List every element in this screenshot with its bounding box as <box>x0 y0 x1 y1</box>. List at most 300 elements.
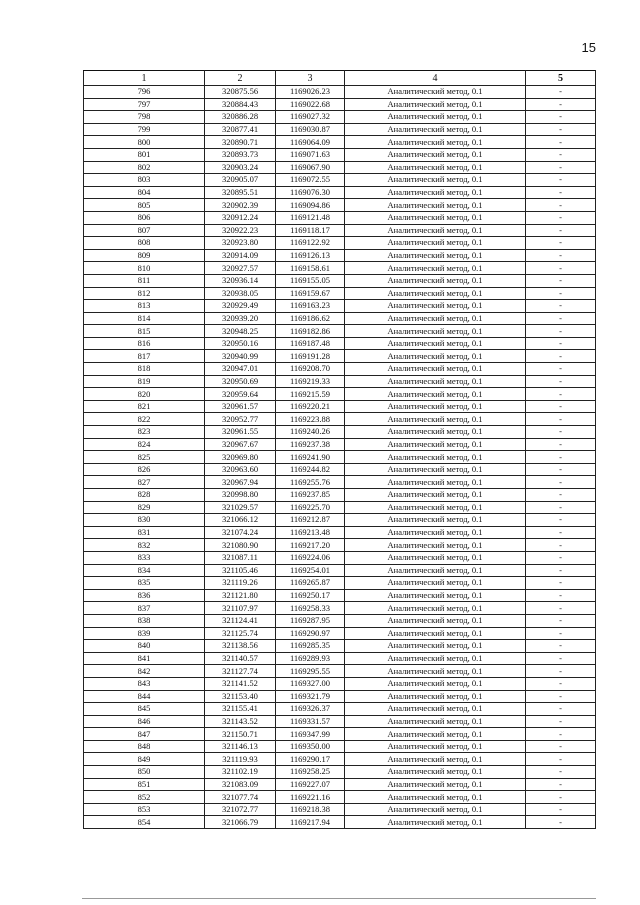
note-cell: - <box>526 287 596 300</box>
x-coordinate-cell: 320961.55 <box>205 426 276 439</box>
method-accuracy-cell: Аналитический метод, 0.1 <box>345 375 526 388</box>
method-accuracy-cell: Аналитический метод, 0.1 <box>345 816 526 829</box>
x-coordinate-cell: 320939.20 <box>205 312 276 325</box>
y-coordinate-cell: 1169220.21 <box>276 400 345 413</box>
table-row <box>84 640 596 653</box>
x-coordinate-cell: 321121.80 <box>205 589 276 602</box>
method-accuracy-cell: Аналитический метод, 0.1 <box>345 174 526 187</box>
y-coordinate-cell: 1169240.26 <box>276 426 345 439</box>
x-coordinate-cell: 321029.57 <box>205 501 276 514</box>
note-cell: - <box>526 363 596 376</box>
y-coordinate-cell: 1169118.17 <box>276 224 345 237</box>
x-coordinate-cell: 321087.11 <box>205 551 276 564</box>
method-accuracy-cell: Аналитический метод, 0.1 <box>345 224 526 237</box>
note-cell: - <box>526 539 596 552</box>
note-cell: - <box>526 337 596 350</box>
y-coordinate-cell: 1169227.07 <box>276 778 345 791</box>
y-coordinate-cell: 1169215.59 <box>276 388 345 401</box>
method-accuracy-cell: Аналитический метод, 0.1 <box>345 98 526 111</box>
y-coordinate-cell: 1169163.23 <box>276 300 345 313</box>
table-row <box>84 148 596 161</box>
table-row <box>84 526 596 539</box>
y-coordinate-cell: 1169155.05 <box>276 274 345 287</box>
point-number-cell: 806 <box>84 211 205 224</box>
y-coordinate-cell: 1169071.63 <box>276 148 345 161</box>
table-row <box>84 111 596 124</box>
point-number-cell: 827 <box>84 476 205 489</box>
method-accuracy-cell: Аналитический метод, 0.1 <box>345 665 526 678</box>
point-number-cell: 798 <box>84 111 205 124</box>
method-accuracy-cell: Аналитический метод, 0.1 <box>345 602 526 615</box>
point-number-cell: 824 <box>84 438 205 451</box>
point-number-cell: 808 <box>84 237 205 250</box>
point-number-cell: 829 <box>84 501 205 514</box>
method-accuracy-cell: Аналитический метод, 0.1 <box>345 413 526 426</box>
method-accuracy-cell: Аналитический метод, 0.1 <box>345 136 526 149</box>
note-cell: - <box>526 199 596 212</box>
note-cell: - <box>526 174 596 187</box>
table-row <box>84 715 596 728</box>
bottom-rule <box>82 898 596 899</box>
method-accuracy-cell: Аналитический метод, 0.1 <box>345 577 526 590</box>
y-coordinate-cell: 1169217.94 <box>276 816 345 829</box>
point-number-cell: 834 <box>84 564 205 577</box>
method-accuracy-cell: Аналитический метод, 0.1 <box>345 728 526 741</box>
note-cell: - <box>526 451 596 464</box>
method-accuracy-cell: Аналитический метод, 0.1 <box>345 148 526 161</box>
point-number-cell: 840 <box>84 640 205 653</box>
table-row <box>84 589 596 602</box>
note-cell: - <box>526 703 596 716</box>
point-number-cell: 813 <box>84 300 205 313</box>
method-accuracy-cell: Аналитический метод, 0.1 <box>345 463 526 476</box>
note-cell: - <box>526 816 596 829</box>
y-coordinate-cell: 1169159.67 <box>276 287 345 300</box>
y-coordinate-cell: 1169237.85 <box>276 489 345 502</box>
x-coordinate-cell: 320903.24 <box>205 161 276 174</box>
table-row <box>84 778 596 791</box>
point-number-cell: 847 <box>84 728 205 741</box>
y-coordinate-cell: 1169287.95 <box>276 614 345 627</box>
point-number-cell: 817 <box>84 350 205 363</box>
table-row <box>84 728 596 741</box>
y-coordinate-cell: 1169295.55 <box>276 665 345 678</box>
x-coordinate-cell: 320877.41 <box>205 123 276 136</box>
point-number-cell: 812 <box>84 287 205 300</box>
header-col-2: 2 <box>205 71 276 86</box>
note-cell: - <box>526 489 596 502</box>
table-row <box>84 451 596 464</box>
method-accuracy-cell: Аналитический метод, 0.1 <box>345 476 526 489</box>
point-number-cell: 825 <box>84 451 205 464</box>
header-col-3: 3 <box>276 71 345 86</box>
method-accuracy-cell: Аналитический метод, 0.1 <box>345 740 526 753</box>
method-accuracy-cell: Аналитический метод, 0.1 <box>345 514 526 527</box>
table-row <box>84 224 596 237</box>
y-coordinate-cell: 1169122.92 <box>276 237 345 250</box>
note-cell: - <box>526 211 596 224</box>
point-number-cell: 836 <box>84 589 205 602</box>
x-coordinate-cell: 320893.73 <box>205 148 276 161</box>
x-coordinate-cell: 321146.13 <box>205 740 276 753</box>
point-number-cell: 839 <box>84 627 205 640</box>
table-row <box>84 136 596 149</box>
y-coordinate-cell: 1169026.23 <box>276 86 345 99</box>
point-number-cell: 814 <box>84 312 205 325</box>
note-cell: - <box>526 577 596 590</box>
x-coordinate-cell: 321150.71 <box>205 728 276 741</box>
note-cell: - <box>526 262 596 275</box>
note-cell: - <box>526 526 596 539</box>
x-coordinate-cell: 321143.52 <box>205 715 276 728</box>
x-coordinate-cell: 320961.57 <box>205 400 276 413</box>
table-row <box>84 602 596 615</box>
y-coordinate-cell: 1169067.90 <box>276 161 345 174</box>
note-cell: - <box>526 476 596 489</box>
y-coordinate-cell: 1169217.20 <box>276 539 345 552</box>
table-row <box>84 337 596 350</box>
point-number-cell: 830 <box>84 514 205 527</box>
x-coordinate-cell: 320967.94 <box>205 476 276 489</box>
note-cell: - <box>526 325 596 338</box>
point-number-cell: 854 <box>84 816 205 829</box>
table-row <box>84 665 596 678</box>
method-accuracy-cell: Аналитический метод, 0.1 <box>345 589 526 602</box>
method-accuracy-cell: Аналитический метод, 0.1 <box>345 677 526 690</box>
x-coordinate-cell: 320938.05 <box>205 287 276 300</box>
method-accuracy-cell: Аналитический метод, 0.1 <box>345 123 526 136</box>
table-row <box>84 690 596 703</box>
y-coordinate-cell: 1169186.62 <box>276 312 345 325</box>
y-coordinate-cell: 1169191.28 <box>276 350 345 363</box>
table-row <box>84 161 596 174</box>
method-accuracy-cell: Аналитический метод, 0.1 <box>345 690 526 703</box>
x-coordinate-cell: 321141.52 <box>205 677 276 690</box>
table-row <box>84 186 596 199</box>
x-coordinate-cell: 321074.24 <box>205 526 276 539</box>
point-number-cell: 807 <box>84 224 205 237</box>
x-coordinate-cell: 321124.41 <box>205 614 276 627</box>
method-accuracy-cell: Аналитический метод, 0.1 <box>345 262 526 275</box>
table-row <box>84 489 596 502</box>
x-coordinate-cell: 321066.12 <box>205 514 276 527</box>
point-number-cell: 828 <box>84 489 205 502</box>
note-cell: - <box>526 300 596 313</box>
y-coordinate-cell: 1169121.48 <box>276 211 345 224</box>
y-coordinate-cell: 1169350.00 <box>276 740 345 753</box>
table-row <box>84 577 596 590</box>
method-accuracy-cell: Аналитический метод, 0.1 <box>345 451 526 464</box>
point-number-cell: 849 <box>84 753 205 766</box>
method-accuracy-cell: Аналитический метод, 0.1 <box>345 652 526 665</box>
table-row <box>84 652 596 665</box>
x-coordinate-cell: 320963.60 <box>205 463 276 476</box>
table-row <box>84 791 596 804</box>
y-coordinate-cell: 1169076.30 <box>276 186 345 199</box>
y-coordinate-cell: 1169187.48 <box>276 337 345 350</box>
note-cell: - <box>526 602 596 615</box>
x-coordinate-cell: 320927.57 <box>205 262 276 275</box>
table-row <box>84 249 596 262</box>
point-number-cell: 811 <box>84 274 205 287</box>
note-cell: - <box>526 224 596 237</box>
point-number-cell: 815 <box>84 325 205 338</box>
note-cell: - <box>526 652 596 665</box>
x-coordinate-cell: 321066.79 <box>205 816 276 829</box>
y-coordinate-cell: 1169072.55 <box>276 174 345 187</box>
x-coordinate-cell: 321153.40 <box>205 690 276 703</box>
table-row <box>84 199 596 212</box>
x-coordinate-cell: 320948.25 <box>205 325 276 338</box>
y-coordinate-cell: 1169326.37 <box>276 703 345 716</box>
method-accuracy-cell: Аналитический метод, 0.1 <box>345 766 526 779</box>
table-row <box>84 551 596 564</box>
table-row <box>84 98 596 111</box>
x-coordinate-cell: 320922.23 <box>205 224 276 237</box>
note-cell: - <box>526 274 596 287</box>
point-number-cell: 841 <box>84 652 205 665</box>
method-accuracy-cell: Аналитический метод, 0.1 <box>345 86 526 99</box>
method-accuracy-cell: Аналитический метод, 0.1 <box>345 211 526 224</box>
table-row <box>84 627 596 640</box>
method-accuracy-cell: Аналитический метод, 0.1 <box>345 325 526 338</box>
y-coordinate-cell: 1169094.86 <box>276 199 345 212</box>
x-coordinate-cell: 321107.97 <box>205 602 276 615</box>
y-coordinate-cell: 1169255.76 <box>276 476 345 489</box>
table-body <box>84 86 596 829</box>
note-cell: - <box>526 136 596 149</box>
y-coordinate-cell: 1169221.16 <box>276 791 345 804</box>
y-coordinate-cell: 1169241.90 <box>276 451 345 464</box>
table-row <box>84 375 596 388</box>
table-row <box>84 123 596 136</box>
x-coordinate-cell: 321140.57 <box>205 652 276 665</box>
note-cell: - <box>526 148 596 161</box>
note-cell: - <box>526 740 596 753</box>
method-accuracy-cell: Аналитический метод, 0.1 <box>345 287 526 300</box>
table-row <box>84 86 596 99</box>
note-cell: - <box>526 690 596 703</box>
note-cell: - <box>526 715 596 728</box>
note-cell: - <box>526 778 596 791</box>
table-row <box>84 237 596 250</box>
x-coordinate-cell: 320886.28 <box>205 111 276 124</box>
point-number-cell: 803 <box>84 174 205 187</box>
method-accuracy-cell: Аналитический метод, 0.1 <box>345 539 526 552</box>
x-coordinate-cell: 320914.09 <box>205 249 276 262</box>
x-coordinate-cell: 320875.56 <box>205 86 276 99</box>
method-accuracy-cell: Аналитический метод, 0.1 <box>345 526 526 539</box>
y-coordinate-cell: 1169290.17 <box>276 753 345 766</box>
y-coordinate-cell: 1169250.17 <box>276 589 345 602</box>
point-number-cell: 826 <box>84 463 205 476</box>
method-accuracy-cell: Аналитический метод, 0.1 <box>345 703 526 716</box>
x-coordinate-cell: 320947.01 <box>205 363 276 376</box>
y-coordinate-cell: 1169244.82 <box>276 463 345 476</box>
x-coordinate-cell: 320950.69 <box>205 375 276 388</box>
note-cell: - <box>526 803 596 816</box>
y-coordinate-cell: 1169064.09 <box>276 136 345 149</box>
note-cell: - <box>526 123 596 136</box>
point-number-cell: 851 <box>84 778 205 791</box>
method-accuracy-cell: Аналитический метод, 0.1 <box>345 388 526 401</box>
table-row <box>84 300 596 313</box>
note-cell: - <box>526 728 596 741</box>
x-coordinate-cell: 320936.14 <box>205 274 276 287</box>
note-cell: - <box>526 186 596 199</box>
x-coordinate-cell: 320895.51 <box>205 186 276 199</box>
x-coordinate-cell: 321127.74 <box>205 665 276 678</box>
note-cell: - <box>526 237 596 250</box>
table-row <box>84 262 596 275</box>
x-coordinate-cell: 321119.93 <box>205 753 276 766</box>
point-number-cell: 844 <box>84 690 205 703</box>
table-row <box>84 614 596 627</box>
x-coordinate-cell: 320902.39 <box>205 199 276 212</box>
x-coordinate-cell: 320940.99 <box>205 350 276 363</box>
note-cell: - <box>526 438 596 451</box>
method-accuracy-cell: Аналитический метод, 0.1 <box>345 803 526 816</box>
note-cell: - <box>526 413 596 426</box>
table-row <box>84 388 596 401</box>
header-col-4: 4 <box>345 71 526 86</box>
x-coordinate-cell: 321125.74 <box>205 627 276 640</box>
method-accuracy-cell: Аналитический метод, 0.1 <box>345 400 526 413</box>
x-coordinate-cell: 320959.64 <box>205 388 276 401</box>
method-accuracy-cell: Аналитический метод, 0.1 <box>345 199 526 212</box>
note-cell: - <box>526 791 596 804</box>
table-row <box>84 539 596 552</box>
y-coordinate-cell: 1169321.79 <box>276 690 345 703</box>
y-coordinate-cell: 1169347.99 <box>276 728 345 741</box>
point-number-cell: 820 <box>84 388 205 401</box>
y-coordinate-cell: 1169224.06 <box>276 551 345 564</box>
table-row <box>84 174 596 187</box>
table-row <box>84 753 596 766</box>
method-accuracy-cell: Аналитический метод, 0.1 <box>345 438 526 451</box>
x-coordinate-cell: 320969.80 <box>205 451 276 464</box>
note-cell: - <box>526 111 596 124</box>
note-cell: - <box>526 627 596 640</box>
note-cell: - <box>526 514 596 527</box>
method-accuracy-cell: Аналитический метод, 0.1 <box>345 640 526 653</box>
point-number-cell: 809 <box>84 249 205 262</box>
x-coordinate-cell: 321083.09 <box>205 778 276 791</box>
method-accuracy-cell: Аналитический метод, 0.1 <box>345 426 526 439</box>
point-number-cell: 821 <box>84 400 205 413</box>
method-accuracy-cell: Аналитический метод, 0.1 <box>345 753 526 766</box>
y-coordinate-cell: 1169219.33 <box>276 375 345 388</box>
table-row <box>84 287 596 300</box>
point-number-cell: 853 <box>84 803 205 816</box>
table-row <box>84 400 596 413</box>
table-row <box>84 816 596 829</box>
note-cell: - <box>526 86 596 99</box>
note-cell: - <box>526 766 596 779</box>
method-accuracy-cell: Аналитический метод, 0.1 <box>345 350 526 363</box>
point-number-cell: 835 <box>84 577 205 590</box>
y-coordinate-cell: 1169208.70 <box>276 363 345 376</box>
method-accuracy-cell: Аналитический метод, 0.1 <box>345 312 526 325</box>
table-row <box>84 426 596 439</box>
table-row <box>84 463 596 476</box>
coordinates-table <box>83 70 596 829</box>
method-accuracy-cell: Аналитический метод, 0.1 <box>345 186 526 199</box>
y-coordinate-cell: 1169237.38 <box>276 438 345 451</box>
table-header-row <box>84 71 596 86</box>
point-number-cell: 846 <box>84 715 205 728</box>
y-coordinate-cell: 1169182.86 <box>276 325 345 338</box>
table-row <box>84 514 596 527</box>
point-number-cell: 837 <box>84 602 205 615</box>
x-coordinate-cell: 321080.90 <box>205 539 276 552</box>
point-number-cell: 831 <box>84 526 205 539</box>
y-coordinate-cell: 1169223.88 <box>276 413 345 426</box>
x-coordinate-cell: 321102.19 <box>205 766 276 779</box>
y-coordinate-cell: 1169290.97 <box>276 627 345 640</box>
table-row <box>84 211 596 224</box>
table-row <box>84 274 596 287</box>
method-accuracy-cell: Аналитический метод, 0.1 <box>345 791 526 804</box>
table-row <box>84 476 596 489</box>
note-cell: - <box>526 426 596 439</box>
header-col-5: 5 <box>526 71 596 86</box>
point-number-cell: 842 <box>84 665 205 678</box>
x-coordinate-cell: 320884.43 <box>205 98 276 111</box>
x-coordinate-cell: 320905.07 <box>205 174 276 187</box>
y-coordinate-cell: 1169258.25 <box>276 766 345 779</box>
x-coordinate-cell: 320923.80 <box>205 237 276 250</box>
point-number-cell: 843 <box>84 677 205 690</box>
x-coordinate-cell: 320967.67 <box>205 438 276 451</box>
note-cell: - <box>526 249 596 262</box>
y-coordinate-cell: 1169331.57 <box>276 715 345 728</box>
table-row <box>84 501 596 514</box>
y-coordinate-cell: 1169327.00 <box>276 677 345 690</box>
x-coordinate-cell: 320950.16 <box>205 337 276 350</box>
x-coordinate-cell: 321105.46 <box>205 564 276 577</box>
note-cell: - <box>526 312 596 325</box>
note-cell: - <box>526 375 596 388</box>
method-accuracy-cell: Аналитический метод, 0.1 <box>345 778 526 791</box>
note-cell: - <box>526 753 596 766</box>
note-cell: - <box>526 640 596 653</box>
x-coordinate-cell: 321155.41 <box>205 703 276 716</box>
table-row <box>84 564 596 577</box>
note-cell: - <box>526 564 596 577</box>
point-number-cell: 810 <box>84 262 205 275</box>
point-number-cell: 850 <box>84 766 205 779</box>
note-cell: - <box>526 161 596 174</box>
x-coordinate-cell: 320998.80 <box>205 489 276 502</box>
note-cell: - <box>526 400 596 413</box>
note-cell: - <box>526 388 596 401</box>
table-row <box>84 413 596 426</box>
y-coordinate-cell: 1169213.48 <box>276 526 345 539</box>
method-accuracy-cell: Аналитический метод, 0.1 <box>345 249 526 262</box>
note-cell: - <box>526 614 596 627</box>
point-number-cell: 852 <box>84 791 205 804</box>
point-number-cell: 833 <box>84 551 205 564</box>
point-number-cell: 838 <box>84 614 205 627</box>
point-number-cell: 802 <box>84 161 205 174</box>
x-coordinate-cell: 320890.71 <box>205 136 276 149</box>
point-number-cell: 801 <box>84 148 205 161</box>
point-number-cell: 845 <box>84 703 205 716</box>
point-number-cell: 796 <box>84 86 205 99</box>
y-coordinate-cell: 1169212.87 <box>276 514 345 527</box>
table-row <box>84 438 596 451</box>
